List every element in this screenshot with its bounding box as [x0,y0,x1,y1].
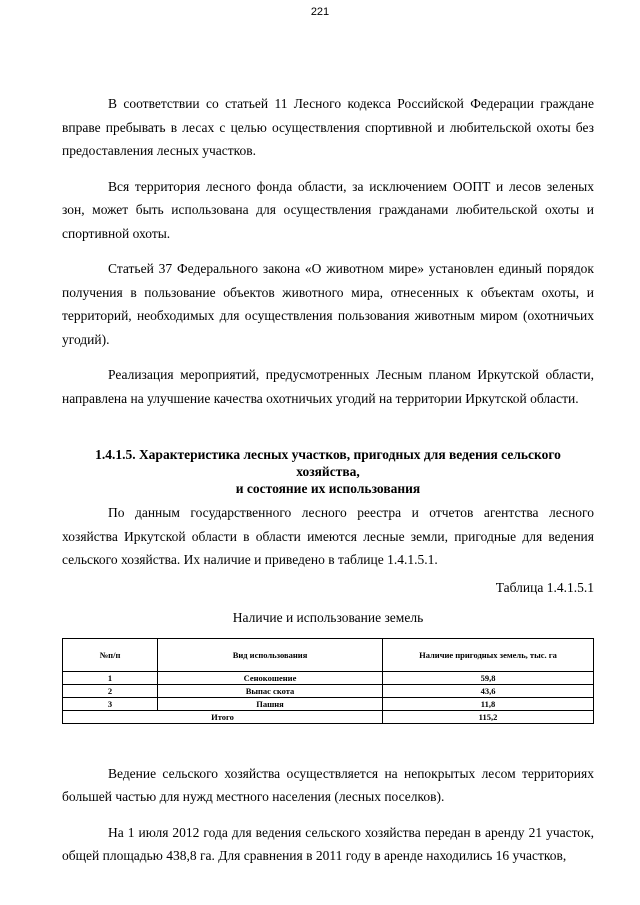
cell-usage-type: Сенокошение [158,671,383,684]
paragraph: Реализация мероприятий, предусмотренных Лесным планом Иркутской области, направлена на улучшение качества охотничьих угодий на территории Иркутской области. [62,367,594,406]
table-caption: Наличие и использование земель [232,609,424,625]
cell-available-land: 43,6 [383,684,594,697]
section-intro: По данным государственного лесного реестра и отчетов агентства лесного хозяйства Иркутской области в области имеются лесные земли, пригодные для ведения сельского хозяйства. Их наличие и приведено в таблице 1.4.1.5.1. [62,505,594,567]
paragraph: Статьей 37 Федерального закона «О животном мире» установлен единый порядок получения в пользование объектов животного мира, отнесенных к объектам охоты, и территорий, необходимых для осуществления пользования животным миром (охотничьих угодий). [62,261,594,347]
cell-number: 1 [63,671,158,684]
cell-usage-type: Выпас скота [158,684,383,697]
paragraph: На 1 июля 2012 года для ведения сельского хозяйства передан в аренду 21 участок, общей площадью 438,8 га. Для сравнения в 2011 году в аренде находились 16 участков, [62,824,594,863]
land-use-table [62,638,594,724]
table-row [63,684,594,697]
column-header-usage-type: Вид использования [158,638,383,671]
table-number: Таблица 1.4.1.5.1 [495,579,594,595]
section-heading-line1: 1.4.1.5. Характеристика лесных участков, пригодных для ведения сельского хозяйства, [95,447,561,479]
paragraph: В соответствии со статьей 11 Лесного кодекса Российской Федерации граждане вправе пребывать в лесах с целью осуществления спортивной и любительской охоты без предоставления лесных участков. [62,96,594,158]
table-header-row [63,638,594,671]
cell-available-land: 59,8 [383,671,594,684]
page-number: 221 [310,6,330,18]
cell-number: 2 [63,684,158,697]
section-heading-line2: и состояние их использования [235,481,421,496]
cell-usage-type: Пашня [158,697,383,710]
paragraph: Ведение сельского хозяйства осуществляется на непокрытых лесом территориях большей частью для нужд местного населения (лесных поселков). [62,765,594,804]
column-header-available-land: Наличие пригодных земель, тыс. га [383,638,594,671]
cell-total-value: 115,2 [383,710,594,723]
table-row [63,697,594,710]
cell-total-label: Итого [63,710,383,723]
section-heading [62,446,594,497]
document-body [62,92,594,880]
paragraph: Вся территория лесного фонда области, за исключением ООПТ и лесов зеленых зон, может быть использована для осуществления гражданами любительской охоты и спортивной охоты. [62,178,594,241]
cell-available-land: 11,8 [383,697,594,710]
column-header-number: №п/п [63,638,158,671]
table-row [63,671,594,684]
table-total-row [63,710,594,723]
cell-number: 3 [63,697,158,710]
